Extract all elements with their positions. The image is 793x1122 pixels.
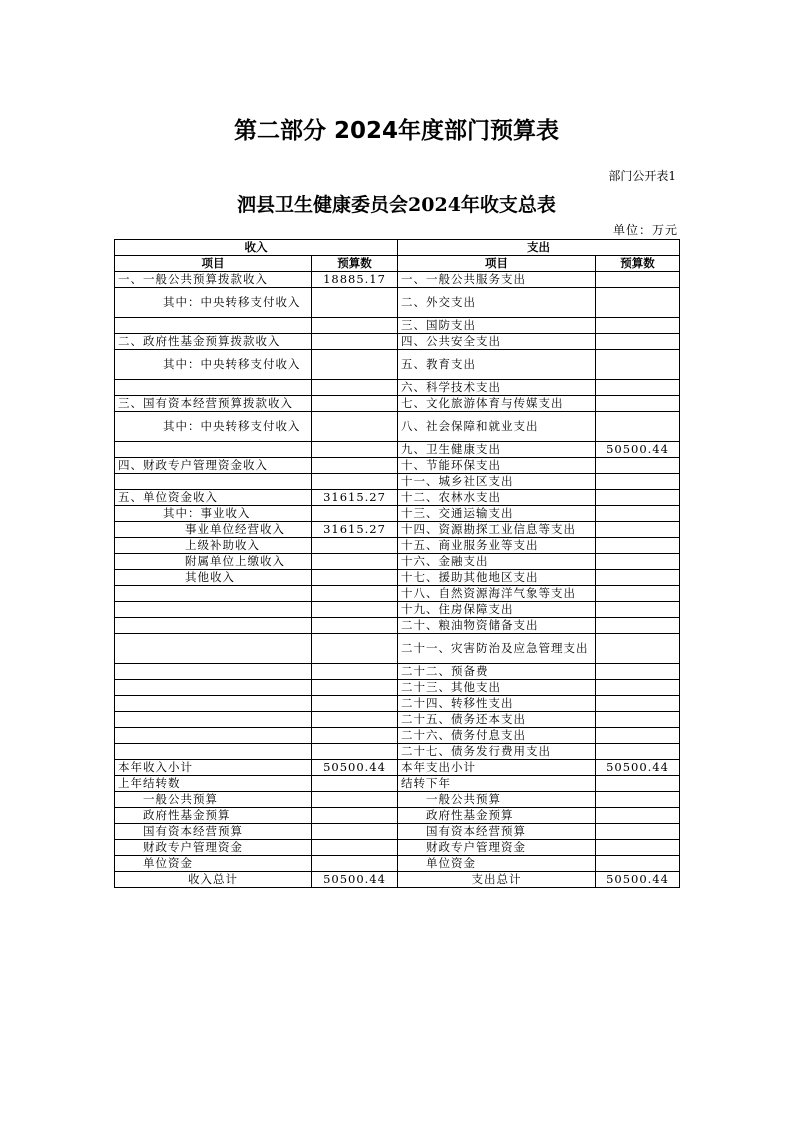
expense-amount [596, 634, 680, 664]
income-amount [312, 506, 398, 522]
expense-item: 二十六、债务付息支出 [398, 728, 596, 744]
expense-amount [596, 474, 680, 490]
expense-item: 二十七、债务发行费用支出 [398, 744, 596, 760]
income-amount [312, 458, 398, 474]
table-row [115, 554, 680, 570]
income-item [115, 728, 312, 744]
expense-amount [596, 728, 680, 744]
table-row [115, 318, 680, 334]
expense-carry-label: 结转下年 [398, 776, 596, 792]
income-amount [312, 334, 398, 350]
table-row [115, 664, 680, 680]
expense-item: 九、卫生健康支出 [398, 442, 596, 458]
income-amount [312, 412, 398, 442]
expense-carry-item: 单位资金 [398, 856, 596, 872]
page-title: 第二部分 2024年度部门预算表 [233, 118, 560, 144]
income-carry-label: 上年结转数 [115, 776, 312, 792]
expense-item: 二、外交支出 [398, 288, 596, 318]
table-row [115, 490, 680, 506]
sheet-title: 泗县卫生健康委员会2024年收支总表 [237, 194, 556, 216]
income-carry-item: 财政专户管理资金 [115, 840, 312, 856]
expense-amount: 50500.44 [596, 442, 680, 458]
expense-amount-header: 预算数 [596, 256, 680, 272]
unit-label: 单位：万元 [612, 223, 678, 237]
expense-amount [596, 412, 680, 442]
income-amount [312, 318, 398, 334]
expense-carry-item: 政府性基金预算 [398, 808, 596, 824]
expense-item-header: 项目 [398, 256, 596, 272]
income-header: 收入 [115, 240, 398, 256]
expense-amount [596, 586, 680, 602]
table-row [115, 602, 680, 618]
income-item-header: 项目 [115, 256, 312, 272]
income-item [115, 602, 312, 618]
income-item: 四、财政专户管理资金收入 [115, 458, 312, 474]
expense-item: 十五、商业服务业等支出 [398, 538, 596, 554]
income-item [115, 618, 312, 634]
expense-item: 十二、农林水支出 [398, 490, 596, 506]
income-item [115, 586, 312, 602]
expense-item: 十九、住房保障支出 [398, 602, 596, 618]
expense-item: 一、一般公共服务支出 [398, 272, 596, 288]
table-row [115, 538, 680, 554]
expense-amount [596, 350, 680, 380]
income-item [115, 474, 312, 490]
income-item [115, 442, 312, 458]
expense-item: 二十、粮油物资储备支出 [398, 618, 596, 634]
income-amount [312, 602, 398, 618]
income-item: 其中：事业收入 [115, 506, 312, 522]
income-item: 其中：中央转移支付收入 [115, 412, 312, 442]
table-row [115, 272, 680, 288]
expense-item: 四、公共安全支出 [398, 334, 596, 350]
income-amount [312, 696, 398, 712]
table-row [115, 442, 680, 458]
expense-carry-item: 财政专户管理资金 [398, 840, 596, 856]
income-item [115, 712, 312, 728]
income-item: 三、国有资本经营预算拨款收入 [115, 396, 312, 412]
expense-amount [596, 618, 680, 634]
income-amount: 31615.27 [312, 522, 398, 538]
income-item [115, 318, 312, 334]
table-row [115, 680, 680, 696]
expense-item: 十七、援助其他地区支出 [398, 570, 596, 586]
income-item: 其他收入 [115, 570, 312, 586]
carry-item-row [115, 856, 680, 872]
income-amount [312, 680, 398, 696]
table-row [115, 458, 680, 474]
income-item [115, 696, 312, 712]
income-item [115, 380, 312, 396]
income-amount [312, 570, 398, 586]
expense-item: 十三、交通运输支出 [398, 506, 596, 522]
expense-item: 十四、资源勘探工业信息等支出 [398, 522, 596, 538]
table-row [115, 412, 680, 442]
income-subtotal-label: 本年收入小计 [115, 760, 312, 776]
expense-amount [596, 380, 680, 396]
income-item [115, 634, 312, 664]
expense-amount [596, 490, 680, 506]
expense-item: 六、科学技术支出 [398, 380, 596, 396]
expense-amount [596, 744, 680, 760]
table-row [115, 350, 680, 380]
expense-item: 五、教育支出 [398, 350, 596, 380]
expense-header: 支出 [398, 240, 680, 256]
table-row [115, 570, 680, 586]
table-row [115, 334, 680, 350]
income-amount [312, 712, 398, 728]
subtotal-row [115, 760, 680, 776]
expense-amount [596, 696, 680, 712]
income-item: 事业单位经营收入 [115, 522, 312, 538]
income-amount [312, 586, 398, 602]
table-row [115, 586, 680, 602]
income-amount [312, 538, 398, 554]
expense-item: 十八、自然资源海洋气象等支出 [398, 586, 596, 602]
table-row [115, 522, 680, 538]
expense-amount [596, 506, 680, 522]
expense-item: 三、国防支出 [398, 318, 596, 334]
expense-carry-item: 一般公共预算 [398, 792, 596, 808]
expense-amount [596, 680, 680, 696]
income-amount: 31615.27 [312, 490, 398, 506]
expense-item: 八、社会保障和就业支出 [398, 412, 596, 442]
income-item [115, 680, 312, 696]
expense-item: 二十一、灾害防治及应急管理支出 [398, 634, 596, 664]
table-row [115, 744, 680, 760]
income-subtotal-value: 50500.44 [312, 760, 398, 776]
expense-amount [596, 396, 680, 412]
expense-subtotal-label: 本年支出小计 [398, 760, 596, 776]
expense-amount [596, 458, 680, 474]
income-amount [312, 728, 398, 744]
expense-item: 十六、金融支出 [398, 554, 596, 570]
income-amount: 18885.17 [312, 272, 398, 288]
expense-total-value: 50500.44 [596, 872, 680, 888]
expense-item: 二十四、转移性支出 [398, 696, 596, 712]
expense-amount [596, 334, 680, 350]
income-item: 其中：中央转移支付收入 [115, 288, 312, 318]
carry-item-row [115, 808, 680, 824]
income-total-label: 收入总计 [115, 872, 312, 888]
table-row [115, 288, 680, 318]
table-row [115, 728, 680, 744]
income-amount [312, 634, 398, 664]
carry-item-row [115, 840, 680, 856]
income-carry-item: 单位资金 [115, 856, 312, 872]
income-item: 五、单位资金收入 [115, 490, 312, 506]
table-row [115, 712, 680, 728]
income-item [115, 664, 312, 680]
table-row [115, 474, 680, 490]
expense-total-label: 支出总计 [398, 872, 596, 888]
income-item: 二、政府性基金预算拨款收入 [115, 334, 312, 350]
table-row [115, 380, 680, 396]
income-item: 附属单位上缴收入 [115, 554, 312, 570]
table-row [115, 696, 680, 712]
expense-subtotal-value: 50500.44 [596, 760, 680, 776]
income-amount [312, 618, 398, 634]
expense-item: 十一、城乡社区支出 [398, 474, 596, 490]
income-amount [312, 380, 398, 396]
income-amount [312, 744, 398, 760]
income-amount [312, 442, 398, 458]
expense-amount [596, 538, 680, 554]
income-amount [312, 350, 398, 380]
expense-item: 二十二、预备费 [398, 664, 596, 680]
carry-row [115, 776, 680, 792]
carry-item-row [115, 792, 680, 808]
expense-carry-item: 国有资本经营预算 [398, 824, 596, 840]
budget-table [114, 239, 680, 888]
income-item: 其中：中央转移支付收入 [115, 350, 312, 380]
expense-item: 十、节能环保支出 [398, 458, 596, 474]
expense-item: 二十五、债务还本支出 [398, 712, 596, 728]
expense-amount [596, 318, 680, 334]
expense-amount [596, 712, 680, 728]
income-amount [312, 288, 398, 318]
income-amount-header: 预算数 [312, 256, 398, 272]
expense-amount [596, 570, 680, 586]
expense-amount [596, 522, 680, 538]
income-amount [312, 554, 398, 570]
table-row [115, 618, 680, 634]
expense-amount [596, 288, 680, 318]
income-carry-item: 国有资本经营预算 [115, 824, 312, 840]
expense-amount [596, 664, 680, 680]
expense-amount [596, 602, 680, 618]
table-row [115, 634, 680, 664]
income-carry-item: 一般公共预算 [115, 792, 312, 808]
table-row [115, 396, 680, 412]
income-carry-item: 政府性基金预算 [115, 808, 312, 824]
income-item [115, 744, 312, 760]
income-amount [312, 664, 398, 680]
expense-item: 二十三、其他支出 [398, 680, 596, 696]
table-body [115, 272, 680, 760]
carry-items [115, 792, 680, 872]
carry-item-row [115, 824, 680, 840]
expense-amount [596, 272, 680, 288]
table-row [115, 506, 680, 522]
total-row [115, 872, 680, 888]
expense-item: 七、文化旅游体育与传媒支出 [398, 396, 596, 412]
table-code: 部门公开表1 [608, 169, 676, 183]
income-amount [312, 396, 398, 412]
income-item: 一、一般公共预算拨款收入 [115, 272, 312, 288]
income-total-value: 50500.44 [312, 872, 398, 888]
income-item: 上级补助收入 [115, 538, 312, 554]
expense-amount [596, 554, 680, 570]
income-amount [312, 474, 398, 490]
